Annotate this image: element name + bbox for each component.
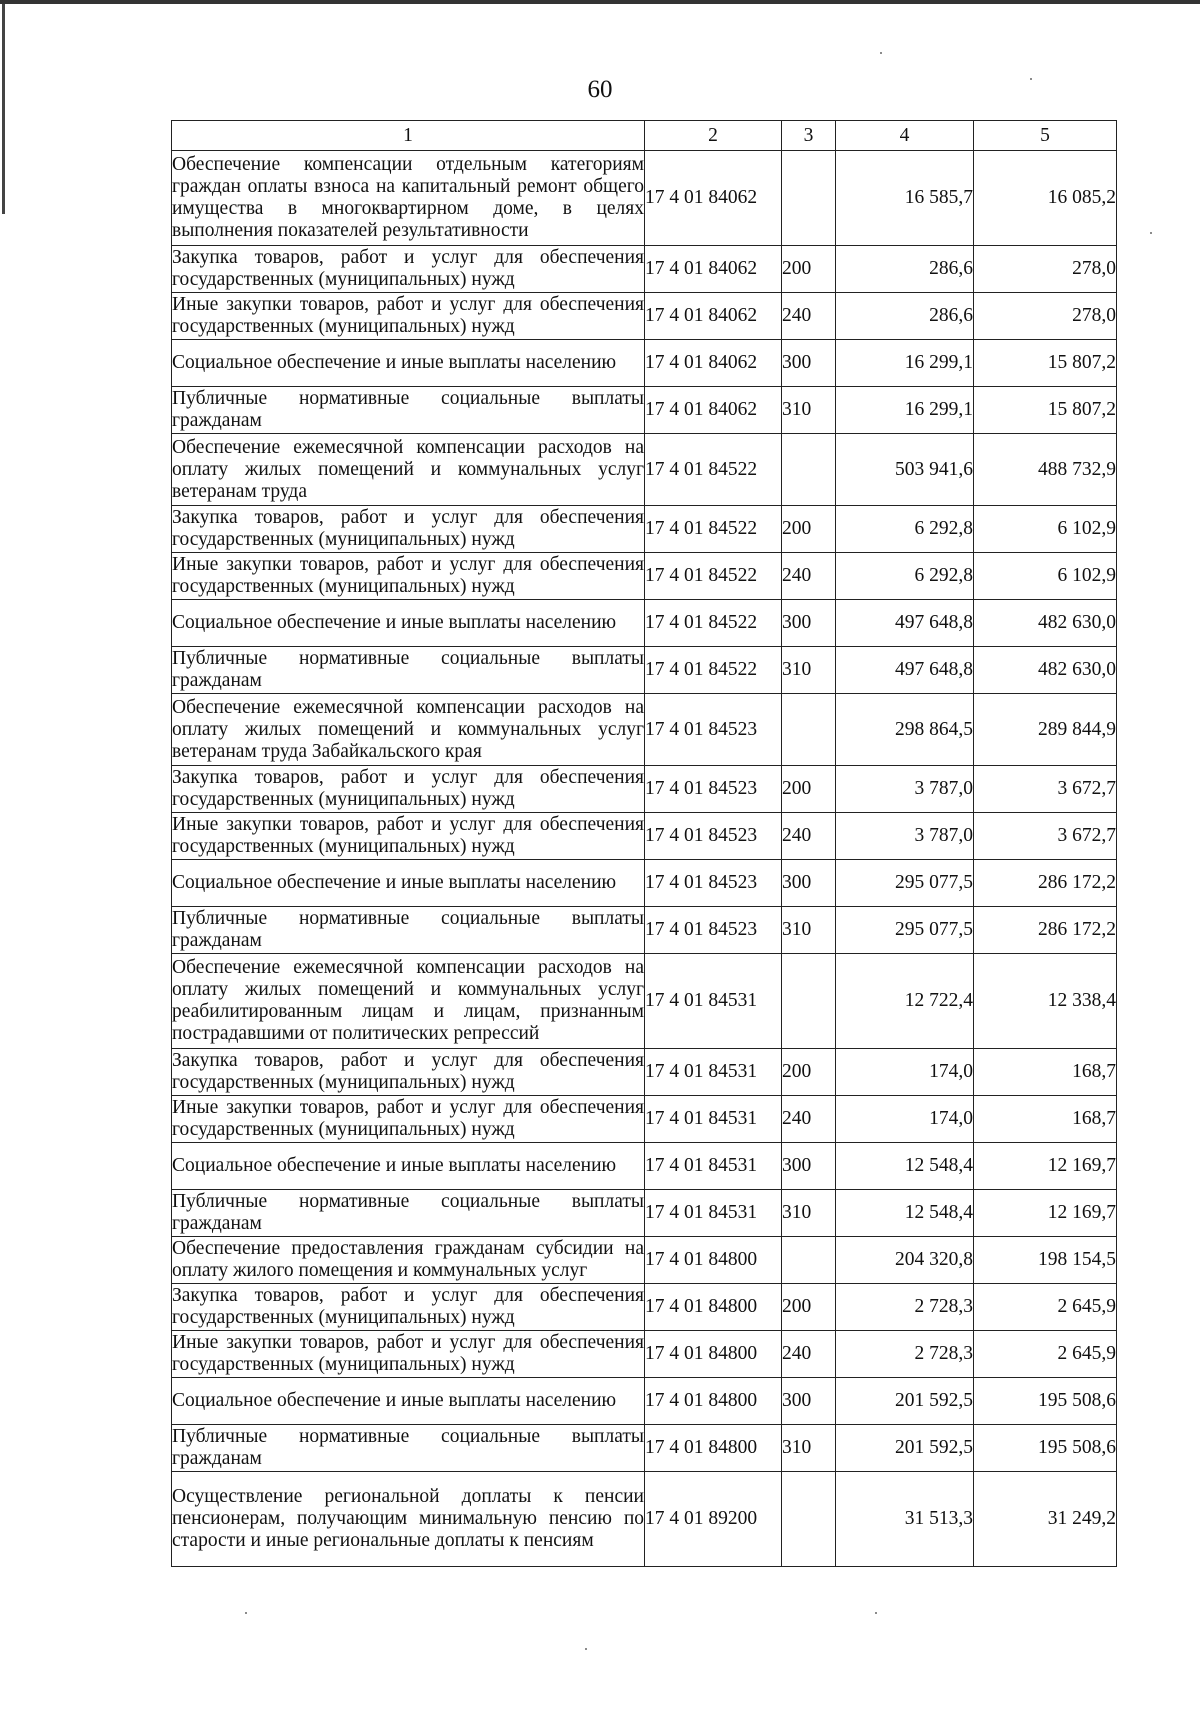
- row-expense-type-cell: 240: [782, 553, 836, 600]
- row-value-col4-cell: 503 941,6: [836, 434, 974, 506]
- column-header-1: 1: [172, 121, 645, 151]
- row-code-cell: 17 4 01 84531: [645, 1096, 782, 1143]
- scan-speck: [875, 1612, 877, 1614]
- scan-speck: [1150, 232, 1152, 234]
- row-expense-type-cell: 300: [782, 860, 836, 907]
- row-name-cell: Осуществление региональной доплаты к пенсии пенсионерам, получающим минимальную пенсию по старости и иные региональные доплаты к пенсиям: [172, 1472, 645, 1567]
- row-value-col4-cell: 295 077,5: [836, 907, 974, 954]
- scan-speck: [245, 1612, 247, 1614]
- row-value-col5-cell: 16 085,2: [974, 151, 1117, 246]
- row-name-cell: Обеспечение ежемесячной компенсации расходов на оплату жилых помещений и коммунальных услуг ветеранам труда: [172, 434, 645, 506]
- row-value-col4-cell: 12 548,4: [836, 1143, 974, 1190]
- table-row: [172, 506, 1117, 553]
- row-name-cell: Иные закупки товаров, работ и услуг для обеспечения государственных (муниципальных) нужд: [172, 813, 645, 860]
- row-value-col5-cell: 286 172,2: [974, 860, 1117, 907]
- table-row: [172, 766, 1117, 813]
- row-name-cell: Закупка товаров, работ и услуг для обеспечения государственных (муниципальных) нужд: [172, 766, 645, 813]
- row-value-col5-cell: 6 102,9: [974, 553, 1117, 600]
- table-row: [172, 694, 1117, 766]
- row-name-cell: Закупка товаров, работ и услуг для обеспечения государственных (муниципальных) нужд: [172, 246, 645, 293]
- row-expense-type-cell: 310: [782, 647, 836, 694]
- table-row: [172, 434, 1117, 506]
- scan-speck: [585, 1648, 587, 1650]
- row-value-col5-cell: 278,0: [974, 293, 1117, 340]
- table-row: [172, 553, 1117, 600]
- budget-table: [171, 120, 1117, 1567]
- row-expense-type-cell: 200: [782, 766, 836, 813]
- table-body: [172, 151, 1117, 1567]
- row-value-col4-cell: 295 077,5: [836, 860, 974, 907]
- column-header-5: 5: [974, 121, 1117, 151]
- row-value-col5-cell: 195 508,6: [974, 1425, 1117, 1472]
- row-expense-type-cell: [782, 954, 836, 1049]
- scan-speck: [1030, 78, 1032, 80]
- row-name-cell: Закупка товаров, работ и услуг для обеспечения государственных (муниципальных) нужд: [172, 506, 645, 553]
- row-value-col4-cell: 16 299,1: [836, 387, 974, 434]
- row-value-col5-cell: 195 508,6: [974, 1378, 1117, 1425]
- row-code-cell: 17 4 01 84523: [645, 813, 782, 860]
- row-value-col4-cell: 2 728,3: [836, 1331, 974, 1378]
- row-value-col4-cell: 16 299,1: [836, 340, 974, 387]
- scan-speck: [880, 52, 882, 54]
- row-name-cell: Обеспечение компенсации отдельным категориям граждан оплаты взноса на капитальный ремонт общего имущества в многоквартирном доме, в целях выполнения показателей результативности: [172, 151, 645, 246]
- row-code-cell: 17 4 01 84062: [645, 293, 782, 340]
- row-code-cell: 17 4 01 84523: [645, 766, 782, 813]
- table-row: [172, 246, 1117, 293]
- row-code-cell: 17 4 01 84800: [645, 1237, 782, 1284]
- row-code-cell: 17 4 01 84062: [645, 387, 782, 434]
- table-row: [172, 1049, 1117, 1096]
- table-row: [172, 1425, 1117, 1472]
- table-row: [172, 813, 1117, 860]
- row-value-col5-cell: 482 630,0: [974, 647, 1117, 694]
- row-value-col5-cell: 482 630,0: [974, 600, 1117, 647]
- row-value-col4-cell: 204 320,8: [836, 1237, 974, 1284]
- table-row: [172, 151, 1117, 246]
- table-row: [172, 647, 1117, 694]
- row-value-col4-cell: 12 548,4: [836, 1190, 974, 1237]
- row-value-col5-cell: 278,0: [974, 246, 1117, 293]
- row-value-col5-cell: 6 102,9: [974, 506, 1117, 553]
- row-code-cell: 17 4 01 84531: [645, 1143, 782, 1190]
- row-value-col4-cell: 6 292,8: [836, 506, 974, 553]
- row-name-cell: Обеспечение предоставления гражданам субсидии на оплату жилого помещения и коммунальных услуг: [172, 1237, 645, 1284]
- row-value-col4-cell: 6 292,8: [836, 553, 974, 600]
- row-value-col5-cell: 289 844,9: [974, 694, 1117, 766]
- row-name-cell: Социальное обеспечение и иные выплаты населению: [172, 340, 645, 387]
- row-name-cell: Публичные нормативные социальные выплаты гражданам: [172, 647, 645, 694]
- row-code-cell: 17 4 01 84800: [645, 1331, 782, 1378]
- row-name-cell: Социальное обеспечение и иные выплаты населению: [172, 1378, 645, 1425]
- row-value-col5-cell: 3 672,7: [974, 766, 1117, 813]
- table-row: [172, 387, 1117, 434]
- table-row: [172, 1472, 1117, 1567]
- row-name-cell: Социальное обеспечение и иные выплаты населению: [172, 1143, 645, 1190]
- row-expense-type-cell: [782, 1472, 836, 1567]
- row-name-cell: Закупка товаров, работ и услуг для обеспечения государственных (муниципальных) нужд: [172, 1049, 645, 1096]
- row-value-col4-cell: 3 787,0: [836, 766, 974, 813]
- table-row: [172, 1096, 1117, 1143]
- row-value-col4-cell: 497 648,8: [836, 647, 974, 694]
- row-expense-type-cell: 200: [782, 246, 836, 293]
- row-expense-type-cell: 200: [782, 506, 836, 553]
- row-value-col4-cell: 2 728,3: [836, 1284, 974, 1331]
- row-code-cell: 17 4 01 84800: [645, 1425, 782, 1472]
- row-value-col5-cell: 3 672,7: [974, 813, 1117, 860]
- row-value-col5-cell: 15 807,2: [974, 340, 1117, 387]
- row-name-cell: Иные закупки товаров, работ и услуг для обеспечения государственных (муниципальных) нужд: [172, 1096, 645, 1143]
- row-value-col5-cell: 488 732,9: [974, 434, 1117, 506]
- row-code-cell: 17 4 01 84523: [645, 907, 782, 954]
- row-expense-type-cell: [782, 151, 836, 246]
- scan-edge-left: [2, 4, 5, 214]
- row-expense-type-cell: 300: [782, 1378, 836, 1425]
- row-value-col5-cell: 15 807,2: [974, 387, 1117, 434]
- row-expense-type-cell: 300: [782, 340, 836, 387]
- row-expense-type-cell: [782, 1237, 836, 1284]
- row-expense-type-cell: 240: [782, 1331, 836, 1378]
- table-header-row: [172, 121, 1117, 151]
- column-header-3: 3: [782, 121, 836, 151]
- column-header-4: 4: [836, 121, 974, 151]
- row-code-cell: 17 4 01 84531: [645, 954, 782, 1049]
- row-expense-type-cell: 240: [782, 1096, 836, 1143]
- row-value-col4-cell: 286,6: [836, 293, 974, 340]
- row-code-cell: 17 4 01 84800: [645, 1378, 782, 1425]
- row-code-cell: 17 4 01 84522: [645, 434, 782, 506]
- row-value-col5-cell: 31 249,2: [974, 1472, 1117, 1567]
- table-row: [172, 907, 1117, 954]
- row-value-col4-cell: 201 592,5: [836, 1425, 974, 1472]
- row-expense-type-cell: 200: [782, 1284, 836, 1331]
- row-value-col4-cell: 174,0: [836, 1096, 974, 1143]
- row-code-cell: 17 4 01 84522: [645, 647, 782, 694]
- row-name-cell: Социальное обеспечение и иные выплаты населению: [172, 860, 645, 907]
- row-value-col5-cell: 2 645,9: [974, 1284, 1117, 1331]
- row-name-cell: Иные закупки товаров, работ и услуг для обеспечения государственных (муниципальных) нужд: [172, 553, 645, 600]
- row-code-cell: 17 4 01 84800: [645, 1284, 782, 1331]
- row-expense-type-cell: [782, 434, 836, 506]
- table-row: [172, 293, 1117, 340]
- row-value-col5-cell: 12 169,7: [974, 1190, 1117, 1237]
- row-value-col5-cell: 168,7: [974, 1096, 1117, 1143]
- row-value-col5-cell: 286 172,2: [974, 907, 1117, 954]
- row-expense-type-cell: 310: [782, 387, 836, 434]
- row-expense-type-cell: 300: [782, 600, 836, 647]
- table-row: [172, 1284, 1117, 1331]
- row-value-col4-cell: 201 592,5: [836, 1378, 974, 1425]
- row-expense-type-cell: 310: [782, 907, 836, 954]
- row-name-cell: Обеспечение ежемесячной компенсации расходов на оплату жилых помещений и коммунальных услуг ветеранам труда Забайкальского края: [172, 694, 645, 766]
- table-row: [172, 340, 1117, 387]
- row-value-col5-cell: 12 338,4: [974, 954, 1117, 1049]
- table-row: [172, 860, 1117, 907]
- column-header-2: 2: [645, 121, 782, 151]
- row-value-col5-cell: 168,7: [974, 1049, 1117, 1096]
- row-expense-type-cell: 240: [782, 813, 836, 860]
- row-value-col4-cell: 16 585,7: [836, 151, 974, 246]
- row-value-col4-cell: 174,0: [836, 1049, 974, 1096]
- row-value-col5-cell: 12 169,7: [974, 1143, 1117, 1190]
- row-value-col4-cell: 286,6: [836, 246, 974, 293]
- row-name-cell: Публичные нормативные социальные выплаты гражданам: [172, 387, 645, 434]
- table-row: [172, 954, 1117, 1049]
- row-value-col4-cell: 298 864,5: [836, 694, 974, 766]
- row-expense-type-cell: 200: [782, 1049, 836, 1096]
- row-name-cell: Обеспечение ежемесячной компенсации расходов на оплату жилых помещений и коммунальных услуг реабилитированным лицам и лицам, признанным пострадавшими от политических репрессий: [172, 954, 645, 1049]
- row-name-cell: Закупка товаров, работ и услуг для обеспечения государственных (муниципальных) нужд: [172, 1284, 645, 1331]
- table-row: [172, 1237, 1117, 1284]
- row-code-cell: 17 4 01 84522: [645, 600, 782, 647]
- row-value-col4-cell: 12 722,4: [836, 954, 974, 1049]
- row-value-col4-cell: 3 787,0: [836, 813, 974, 860]
- row-name-cell: Социальное обеспечение и иные выплаты населению: [172, 600, 645, 647]
- row-name-cell: Публичные нормативные социальные выплаты гражданам: [172, 907, 645, 954]
- page-number: 60: [587, 76, 613, 103]
- row-expense-type-cell: 310: [782, 1425, 836, 1472]
- table-row: [172, 1190, 1117, 1237]
- row-name-cell: Иные закупки товаров, работ и услуг для обеспечения государственных (муниципальных) нужд: [172, 1331, 645, 1378]
- row-code-cell: 17 4 01 84523: [645, 860, 782, 907]
- row-code-cell: 17 4 01 89200: [645, 1472, 782, 1567]
- row-expense-type-cell: 240: [782, 293, 836, 340]
- row-code-cell: 17 4 01 84522: [645, 506, 782, 553]
- row-name-cell: Публичные нормативные социальные выплаты гражданам: [172, 1425, 645, 1472]
- row-code-cell: 17 4 01 84062: [645, 340, 782, 387]
- row-name-cell: Публичные нормативные социальные выплаты гражданам: [172, 1190, 645, 1237]
- row-value-col4-cell: 497 648,8: [836, 600, 974, 647]
- table-row: [172, 1143, 1117, 1190]
- row-code-cell: 17 4 01 84531: [645, 1049, 782, 1096]
- row-code-cell: 17 4 01 84531: [645, 1190, 782, 1237]
- row-code-cell: 17 4 01 84062: [645, 246, 782, 293]
- row-value-col4-cell: 31 513,3: [836, 1472, 974, 1567]
- table-row: [172, 1378, 1117, 1425]
- row-code-cell: 17 4 01 84062: [645, 151, 782, 246]
- row-code-cell: 17 4 01 84522: [645, 553, 782, 600]
- row-code-cell: 17 4 01 84523: [645, 694, 782, 766]
- row-value-col5-cell: 2 645,9: [974, 1331, 1117, 1378]
- row-name-cell: Иные закупки товаров, работ и услуг для обеспечения государственных (муниципальных) нужд: [172, 293, 645, 340]
- scan-edge-top: [0, 0, 1200, 4]
- row-expense-type-cell: [782, 694, 836, 766]
- table-row: [172, 1331, 1117, 1378]
- row-expense-type-cell: 310: [782, 1190, 836, 1237]
- row-expense-type-cell: 300: [782, 1143, 836, 1190]
- table-row: [172, 600, 1117, 647]
- row-value-col5-cell: 198 154,5: [974, 1237, 1117, 1284]
